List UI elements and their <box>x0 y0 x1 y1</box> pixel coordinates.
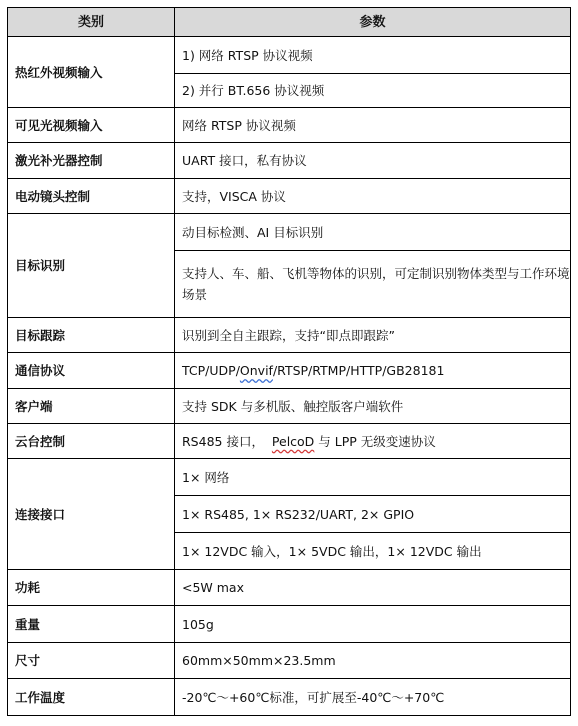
table-row <box>8 108 571 143</box>
protocol-text-onvif: Onvif <box>239 363 273 378</box>
row-value: 支持人、车、船、飞机等物体的识别，可定制识别物体类型与工作环境场景 <box>175 251 571 318</box>
table-row <box>8 570 571 606</box>
row-label-interfaces: 连接接口 <box>8 459 175 570</box>
row-label-temp: 工作温度 <box>8 679 175 716</box>
spec-table <box>7 7 571 716</box>
table-row <box>8 389 571 424</box>
row-label-client: 客户端 <box>8 389 175 424</box>
table-row <box>8 679 571 716</box>
row-value: 1× RS485, 1× RS232/UART, 2× GPIO <box>175 496 571 533</box>
row-label-ptz: 云台控制 <box>8 424 175 459</box>
table-row <box>8 606 571 643</box>
table-row <box>8 353 571 389</box>
row-value: 动目标检测、AI 目标识别 <box>175 214 571 251</box>
header-parameters: 参数 <box>175 8 571 37</box>
row-value: UART 接口，私有协议 <box>175 143 571 179</box>
row-label-power: 功耗 <box>8 570 175 606</box>
row-value: -20℃～+60℃标准，可扩展至-40℃～+70℃ <box>175 679 571 716</box>
row-value: 识别到全自主跟踪，支持“即点即跟踪” <box>175 318 571 353</box>
protocol-text-post: /RTSP/RTMP/HTTP/GB28181 <box>272 363 445 378</box>
row-value: 支持，VISCA 协议 <box>175 179 571 214</box>
row-label-recognition: 目标识别 <box>8 214 175 318</box>
row-label-visible-input: 可见光视频输入 <box>8 108 175 143</box>
table-row <box>8 179 571 214</box>
ptz-text-pre: RS485 接口， <box>182 433 272 449</box>
row-value: 1× 网络 <box>175 459 571 496</box>
row-value: 105g <box>175 606 571 643</box>
table-header-row <box>8 8 571 37</box>
row-value: 60mm×50mm×23.5mm <box>175 643 571 679</box>
protocol-text-pre: TCP/UDP/ <box>182 363 240 378</box>
header-category: 类别 <box>8 8 175 37</box>
ptz-text-pelcod: PelcoD <box>271 433 315 449</box>
table-row <box>8 318 571 353</box>
row-value: 2) 并行 BT.656 协议视频 <box>175 74 571 108</box>
row-label-laser: 激光补光器控制 <box>8 143 175 179</box>
table-row <box>8 214 571 251</box>
row-value: 网络 RTSP 协议视频 <box>175 108 571 143</box>
table-row <box>8 37 571 74</box>
row-label-protocol: 通信协议 <box>8 353 175 389</box>
table-row <box>8 459 571 496</box>
row-value <box>175 353 571 389</box>
row-value <box>175 424 571 459</box>
row-label-lens: 电动镜头控制 <box>8 179 175 214</box>
row-value: 1) 网络 RTSP 协议视频 <box>175 37 571 74</box>
row-value: <5W max <box>175 570 571 606</box>
table-row <box>8 643 571 679</box>
table-row <box>8 424 571 459</box>
row-label-tracking: 目标跟踪 <box>8 318 175 353</box>
row-value: 1× 12VDC 输入，1× 5VDC 输出，1× 12VDC 输出 <box>175 533 571 570</box>
table-row <box>8 143 571 179</box>
row-label-weight: 重量 <box>8 606 175 643</box>
row-value: 支持 SDK 与多机版、触控版客户端软件 <box>175 389 571 424</box>
ptz-text-post: 与 LPP 无级变速协议 <box>314 433 436 449</box>
row-label-size: 尺寸 <box>8 643 175 679</box>
row-label-ir-input: 热红外视频输入 <box>8 37 175 108</box>
